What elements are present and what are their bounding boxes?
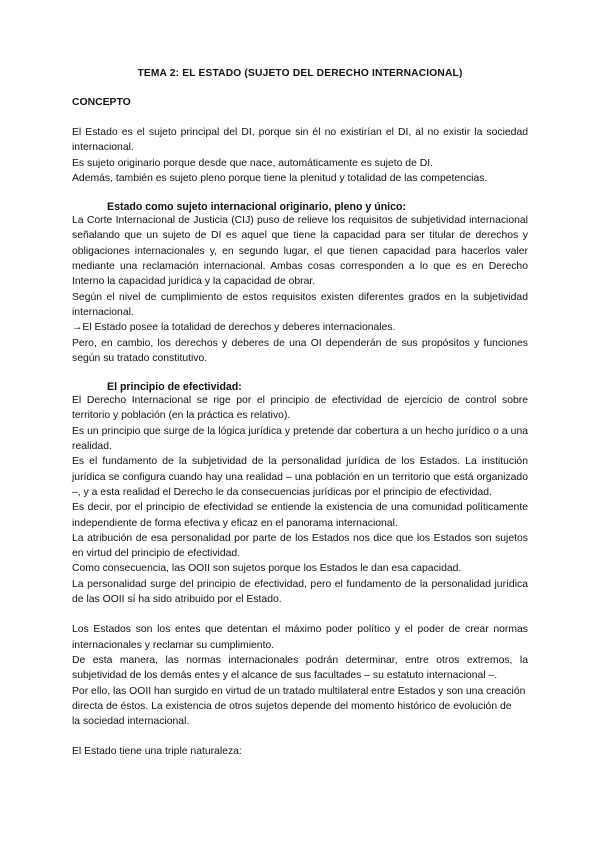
paragraph: El Derecho Internacional se rige por el principio de efectividad de ejercicio de control sobre territorio y población (en la práctica es relativo). <box>72 395 528 422</box>
paragraph: Es el fundamento de la subjetividad de la personalidad jurídica de los Estados. La institución jurídica se configura cuando hay una realidad – una población en un territorio que está organizado –, y a esta realidad el Derecho le da consecuencias jurídicas por el principio de efectividad. <box>72 456 528 498</box>
heading-principio-efectividad: El principio de efectividad: <box>107 381 242 394</box>
paragraph: Como consecuencia, las OOII son sujetos porque los Estados le dan esa capacidad. <box>72 563 462 575</box>
paragraph: La personalidad surge del principio de efectividad, pero el fundamento de la personalidad jurídica de las OOII sí ha sido atribuido por el Estado. <box>72 578 528 606</box>
paragraph: Según el nivel de cumplimiento de estos requisitos existen diferentes grados en la subjetividad internacional. <box>72 291 528 318</box>
document-title: TEMA 2: EL ESTADO (SUJETO DEL DERECHO INTERNACIONAL) <box>137 68 463 79</box>
paragraph: Es decir, por el principio de efectividad se entiende la existencia de una comunidad políticamente independiente de forma efectiva y eficaz en el panorama internacional. <box>72 502 528 529</box>
paragraph: Además, también es sujeto pleno porque tiene la plenitud y totalidad de las competencias. <box>72 172 488 184</box>
heading-sujeto-internacional: Estado como sujeto internacional originario, pleno y único: <box>107 201 407 214</box>
paragraph: El Estado es el sujeto principal del DI, porque sin él no existirían el DI, al no existir la sociedad internacional. <box>72 127 528 154</box>
heading-concepto: CONCEPTO <box>72 97 131 108</box>
paragraph: →El Estado posee la totalidad de derechos y deberes internacionales. <box>72 322 396 334</box>
paragraph: De esta manera, las normas internacionales podrán determinar, entre otros extremos, la subjetividad de los demás entes y el alcance de sus facultades – su estatuto internacional –. <box>72 654 528 682</box>
paragraph: Pero, en cambio, los derechos y deberes de una OI dependerán de sus propósitos y funciones según su tratado constitutivo. <box>72 337 528 364</box>
paragraph: La atribución de esa personalidad por parte de los Estados nos dice que los Estados son sujetos en virtud del principio de efectividad. <box>72 532 528 560</box>
paragraph: La Corte Internacional de Justicia (CIJ) puso de relieve los requisitos de subjetividad internacional señalando que un sujeto de DI es aquel que tiene la capacidad para ser titular de derechos y obligaciones internacionales y, en segundo lugar, el que tienen capacidad para hacerlos valer mediante una reclamación internacional. Ambas cosas corresponden a lo que es en Derecho Interno la capacidad jurídica y la capacidad de obrar. <box>72 215 528 288</box>
paragraph: Es sujeto originario porque desde que nace, automáticamente es sujeto de DI. <box>72 157 434 169</box>
paragraph: Por ello, las OOII han surgido en virtud de un tratado multilateral entre Estados y son una creación directa de éstos. La existencia de otros sujetos depende del momento histórico de evolución de <box>72 685 526 712</box>
paragraph: la sociedad internacional. <box>72 716 190 728</box>
paragraph: Los Estados son los entes que detentan el máximo poder político y el poder de crear normas internacionales y reclamar su cumplimiento. <box>72 624 528 651</box>
paragraph-naturaleza: El Estado tiene una triple naturaleza: <box>72 746 242 758</box>
document-page <box>72 68 528 760</box>
paragraph: Es un principio que surge de la lógica jurídica y pretende dar cobertura a un hecho jurídico o a una realidad. <box>72 425 528 453</box>
